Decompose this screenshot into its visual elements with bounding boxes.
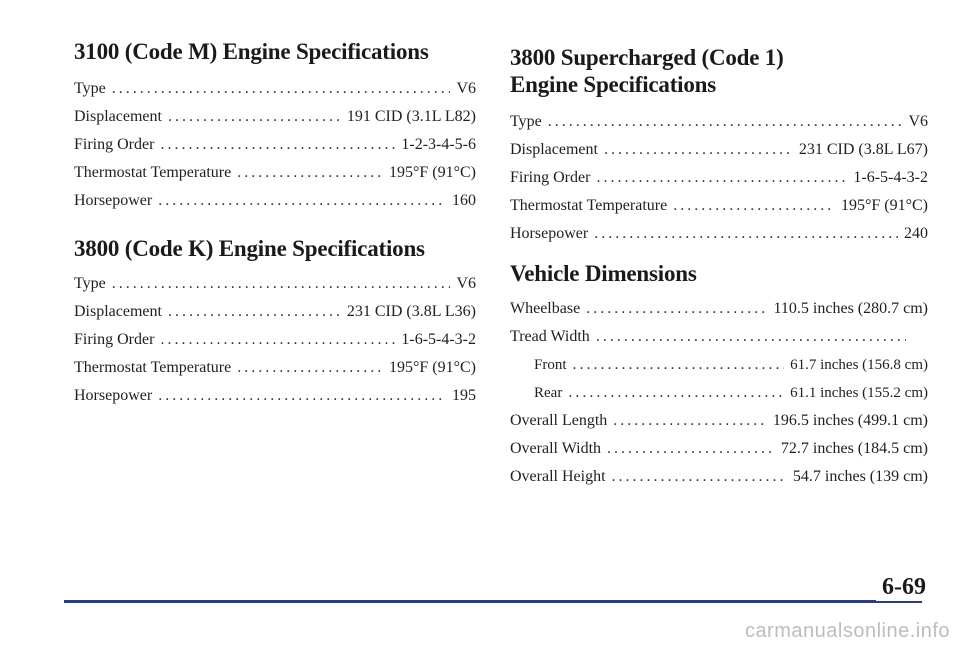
- right-column: [510, 0, 928, 491]
- spec-row: Type ..... V6: [74, 270, 476, 298]
- spec-row: Overall Length ..... 196.5 inches (499.1 cm): [510, 407, 928, 435]
- spec-row: Thermostat Temperature ..... 195°F (91°C): [74, 354, 476, 382]
- section-title-3100-engine: 3100 (Code M) Engine Specifications: [74, 39, 429, 64]
- spec-row: Tread Width .....: [510, 323, 928, 351]
- spec-list-3100: [74, 75, 476, 215]
- spec-row: Displacement ..... 191 CID (3.1L L82): [74, 103, 476, 131]
- spec-row: Horsepower ..... 195: [74, 382, 476, 410]
- spec-row: Displacement ..... 231 CID (3.8L L36): [74, 298, 476, 326]
- spec-row: Front ..... 61.7 inches (156.8 cm): [510, 351, 928, 379]
- spec-row: Horsepower ..... 160: [74, 187, 476, 215]
- spec-row: Overall Width ..... 72.7 inches (184.5 cm): [510, 435, 928, 463]
- spec-row: Firing Order ..... 1-6-5-4-3-2: [74, 326, 476, 354]
- spec-row: Rear ..... 61.1 inches (155.2 cm): [510, 379, 928, 407]
- spec-row: Displacement ..... 231 CID (3.8L L67): [510, 136, 928, 164]
- spec-row: Firing Order ..... 1-2-3-4-5-6: [74, 131, 476, 159]
- spec-row: Horsepower ..... 240: [510, 220, 928, 248]
- watermark: carmanualsonline.info: [744, 620, 950, 642]
- spec-list-3800: [74, 270, 476, 410]
- section-title-3800-supercharged: 3800 Supercharged (Code 1) Engine Specifications: [510, 45, 784, 97]
- left-column: [74, 0, 476, 410]
- spec-row: Type ..... V6: [510, 108, 928, 136]
- section-title-3800-engine: 3800 (Code K) Engine Specifications: [74, 236, 425, 261]
- spec-row: Wheelbase ..... 110.5 inches (280.7 cm): [510, 295, 928, 323]
- footer-divider: [64, 600, 922, 603]
- spec-row: Firing Order ..... 1-6-5-4-3-2: [510, 164, 928, 192]
- spec-row: Overall Height ..... 54.7 inches (139 cm): [510, 463, 928, 491]
- spec-list-3800-supercharged: [510, 108, 928, 248]
- spec-row: Thermostat Temperature ..... 195°F (91°C): [74, 159, 476, 187]
- section-title-vehicle-dimensions: Vehicle Dimensions: [510, 261, 697, 286]
- spec-row: Thermostat Temperature ..... 195°F (91°C): [510, 192, 928, 220]
- spec-list-vehicle-dimensions: [510, 295, 928, 491]
- spec-row: Type ..... V6: [74, 75, 476, 103]
- page-number: 6-69: [876, 574, 926, 601]
